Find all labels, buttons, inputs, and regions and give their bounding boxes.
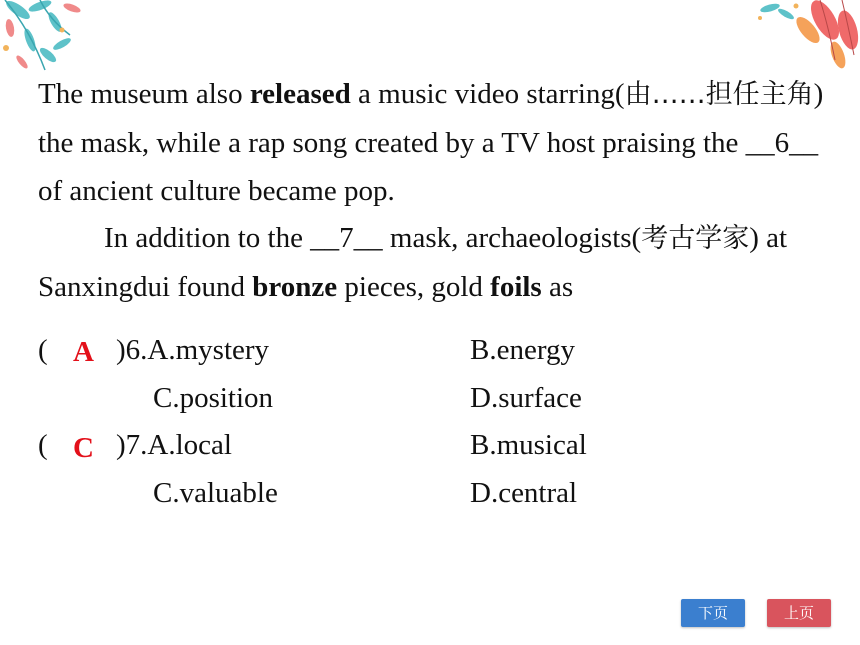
bold-keyword: bronze <box>252 271 338 303</box>
question-6-open-paren: ( <box>38 334 48 366</box>
corner-leaves-decoration-right <box>730 0 860 75</box>
chinese-gloss: 由……担任主角 <box>624 79 814 110</box>
passage-text: a music video starring( <box>350 78 625 110</box>
passage-text: The museum also <box>38 78 250 110</box>
passage-text: In addition to the __7__ mask, archaeologists( <box>104 222 642 254</box>
passage-paragraph-2 <box>38 214 828 311</box>
question-6-answer: A <box>73 336 94 368</box>
next-page-button[interactable]: 下页 <box>681 599 745 627</box>
chinese-gloss: 考古学家 <box>641 223 750 254</box>
passage-text: pieces, gold <box>337 271 491 303</box>
question-6-option-a: )6.A.mystery <box>116 334 270 366</box>
passage-text: ) the mask, while a rap song created by a TV host praising the __6__ of ancient culture became pop. <box>38 78 824 207</box>
passage-text: as <box>541 271 574 303</box>
question-6-option-d: D.surface <box>470 382 582 414</box>
question-7-option-c: C.valuable <box>153 477 278 509</box>
question-6-option-b: B.energy <box>470 334 575 366</box>
question-7-option-b: B.musical <box>470 429 587 461</box>
previous-page-button[interactable]: 上页 <box>767 599 831 627</box>
bold-keyword: released <box>249 78 351 110</box>
passage-text: ) at Sanxingdui found <box>38 222 788 303</box>
question-6-option-c: C.position <box>153 382 274 414</box>
question-7-answer: C <box>73 432 94 464</box>
passage-paragraph-1 <box>38 70 828 215</box>
question-7-option-a: )7.A.local <box>116 429 232 461</box>
question-7-open-paren: ( <box>38 429 48 461</box>
paragraph-2-text <box>38 222 787 303</box>
question-7-option-d: D.central <box>470 477 578 509</box>
bold-keyword: foils <box>490 271 542 303</box>
